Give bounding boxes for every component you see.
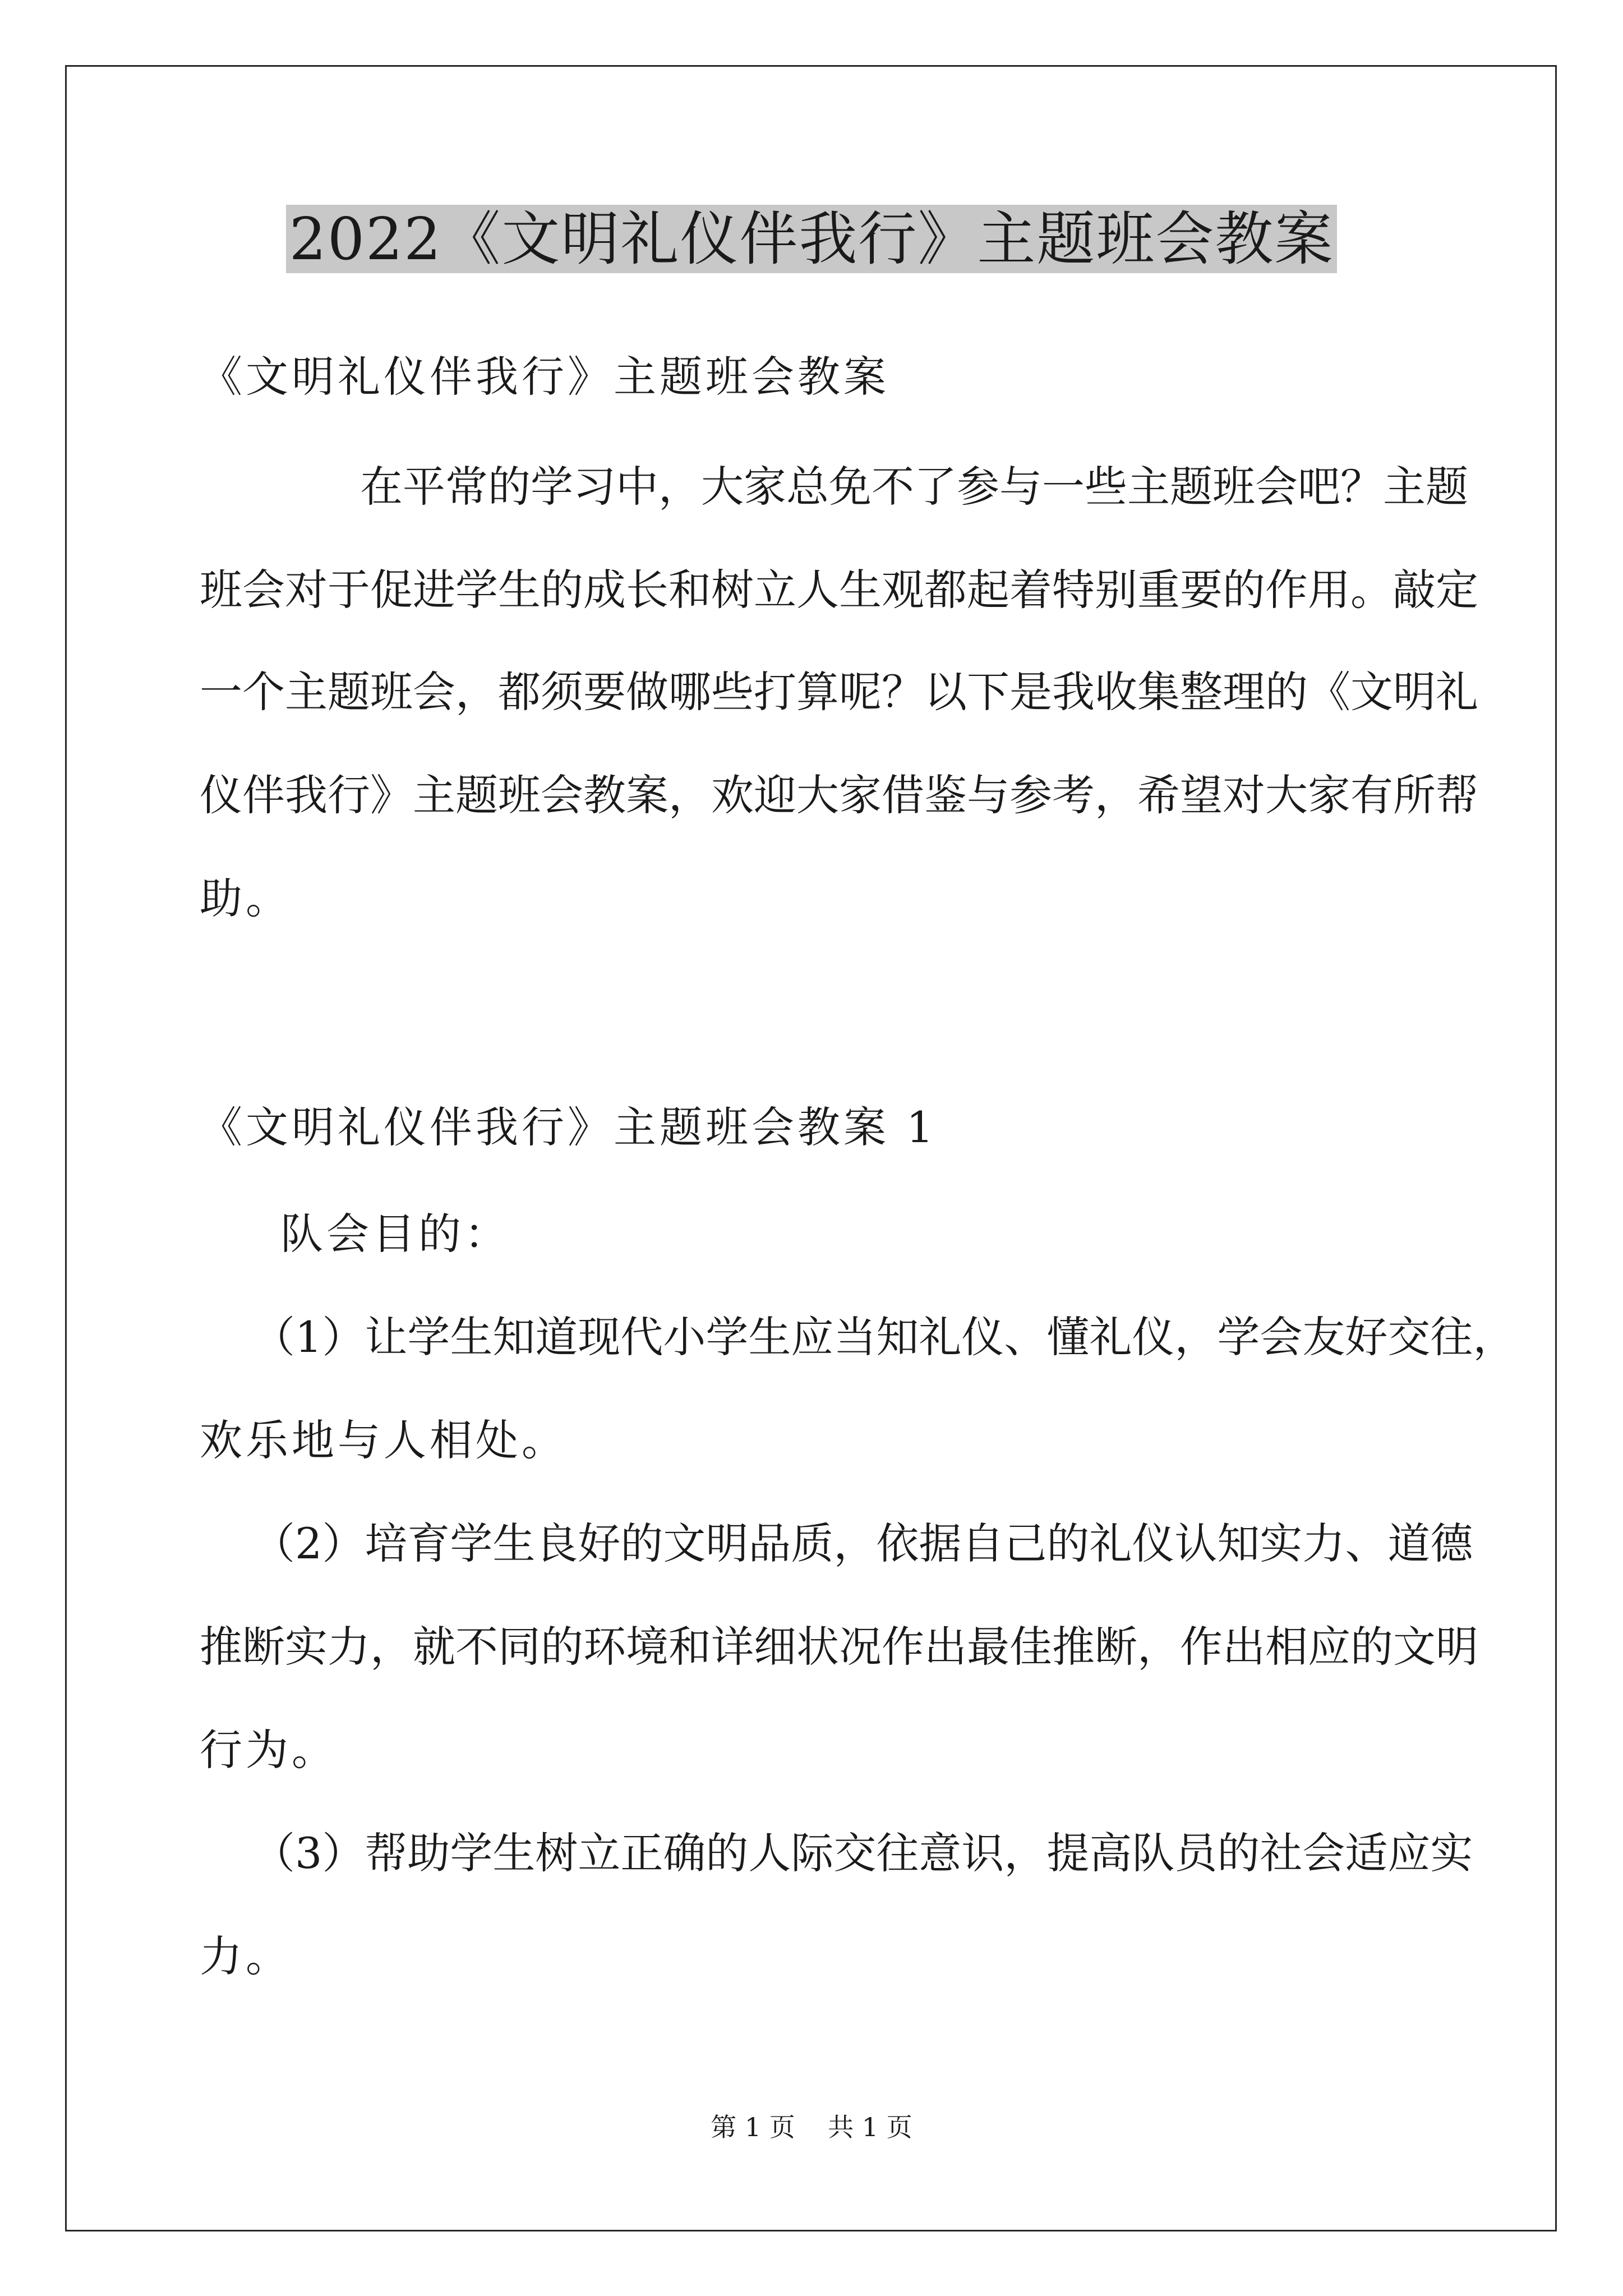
item-2-line-3: 行为。 — [200, 1725, 338, 1775]
intro-line-2: 班会对于促进学生的成长和树立人生观都起着特别重要的作用。敲定 — [200, 565, 1478, 615]
intro-line-1: 在平常的学习中，大家总免不了参与一些主题班会吧？主题 — [360, 462, 1468, 512]
intro-line-5: 助。 — [200, 873, 292, 923]
section-heading: 《文明礼仪伴我行》主题班会教案 1 — [200, 1102, 937, 1152]
intro-line-4: 仪伴我行》主题班会教案，欢迎大家借鉴与参考，希望对大家有所帮 — [200, 770, 1478, 820]
item-2-line-2: 推断实力，就不同的环境和详细状况作出最佳推断，作出相应的文明 — [200, 1622, 1478, 1672]
intro-line-3: 一个主题班会，都须要做哪些打算呢？以下是我收集整理的《文明礼 — [200, 667, 1478, 717]
item-1-line-1: （1）让学生知道现代小学生应当知礼仪、懂礼仪，学会友好交往， — [252, 1312, 1516, 1362]
purpose-label: 队会目的： — [280, 1209, 510, 1259]
item-3-line-1: （3）帮助学生树立正确的人际交往意识，提高队员的社会适应实 — [252, 1828, 1473, 1878]
item-3-line-2: 力。 — [200, 1931, 292, 1981]
document-title: 2022《文明礼仪伴我行》主题班会教案 — [0, 200, 1623, 278]
item-1-line-2: 欢乐地与人相处。 — [200, 1415, 568, 1465]
document-subtitle: 《文明礼仪伴我行》主题班会教案 — [200, 352, 889, 402]
page-footer: 第 1 页 共 1 页 — [711, 2112, 912, 2142]
item-2-line-1: （2）培育学生良好的文明品质，依据自己的礼仪认知实力、道德 — [252, 1519, 1473, 1568]
